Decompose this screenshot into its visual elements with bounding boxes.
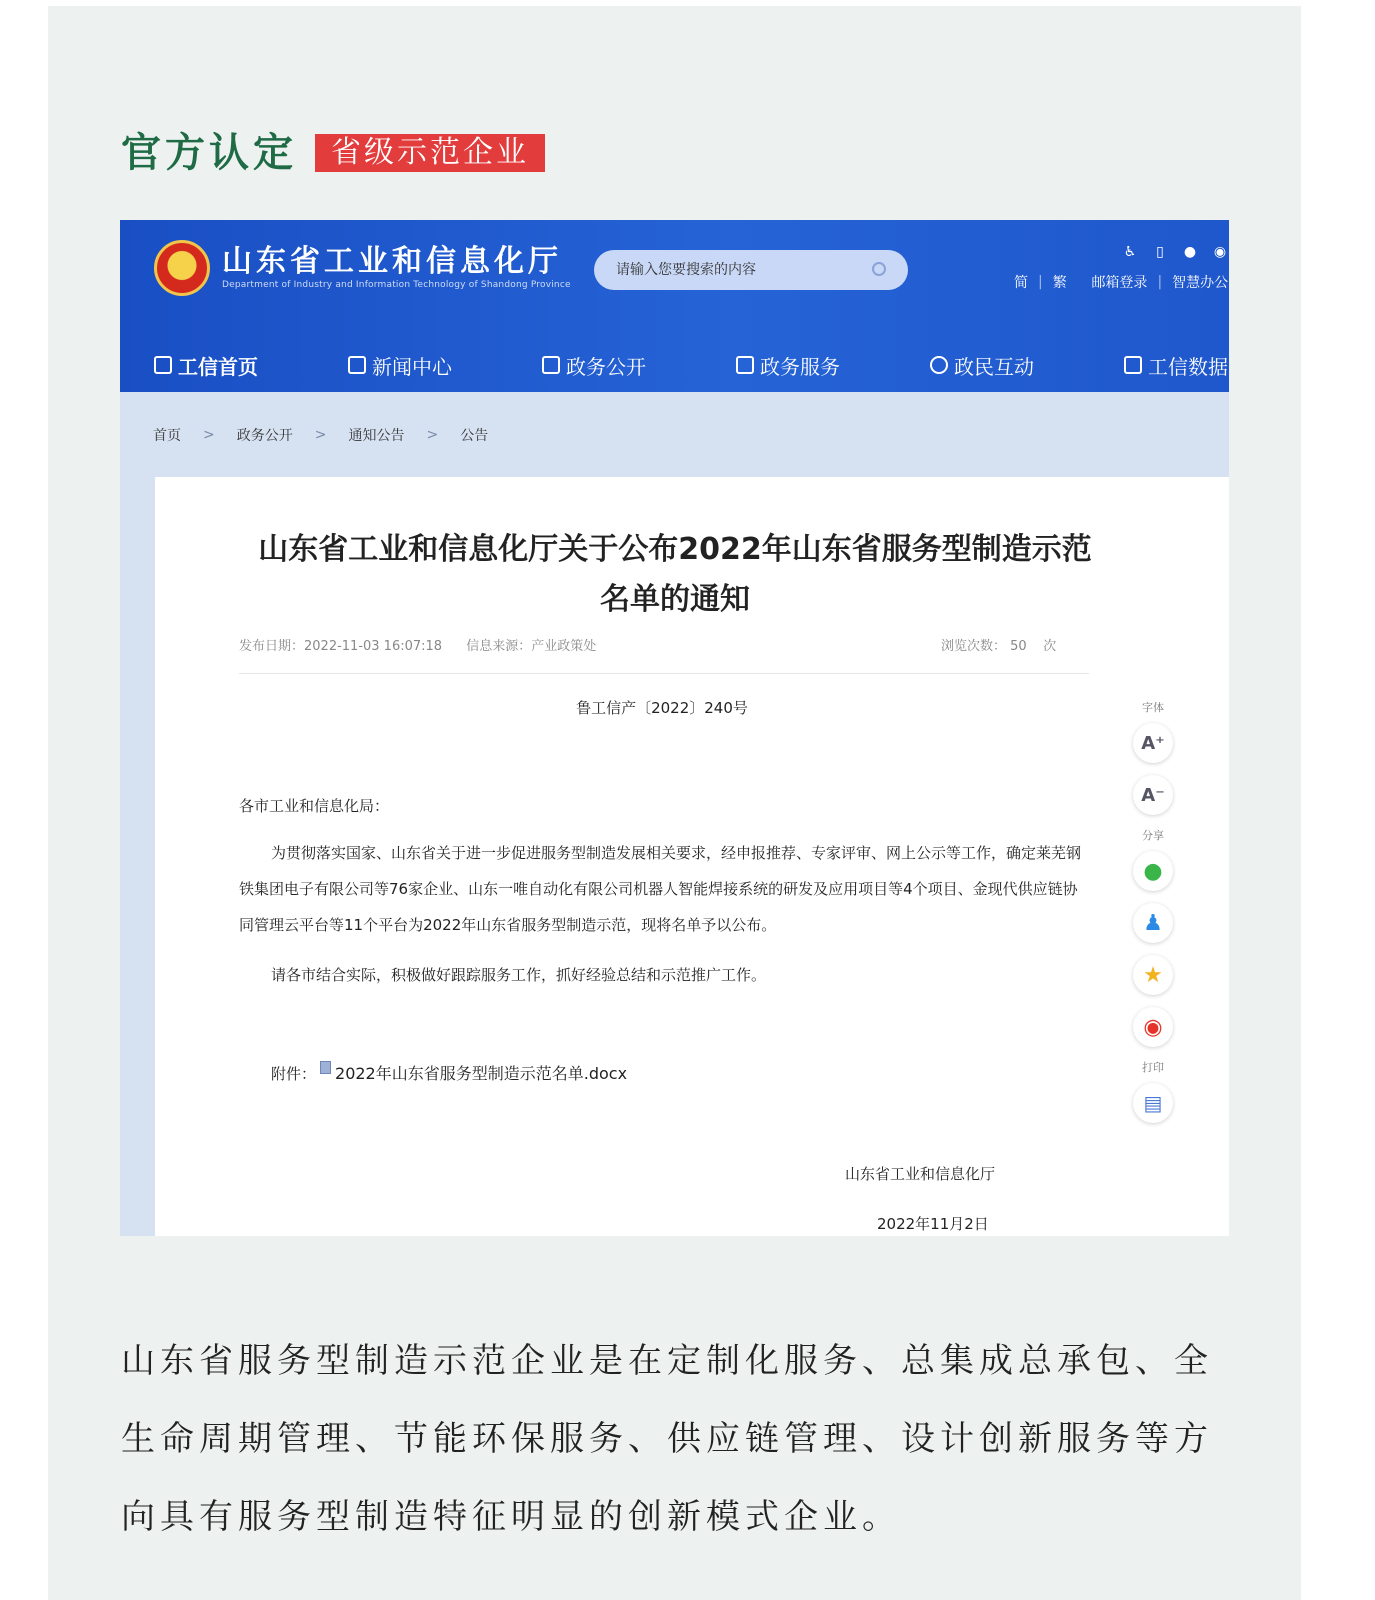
main-nav — [120, 338, 1229, 392]
mobile-icon[interactable]: ▯ — [1156, 244, 1164, 260]
nav-item-interaction[interactable] — [930, 338, 1034, 392]
breadcrumb-current[interactable]: 公告 — [460, 428, 489, 444]
signature-date: 2022年11月2日 — [877, 1215, 989, 1233]
nav-item-data[interactable] — [1124, 338, 1228, 392]
info-source: 信息来源：产业政策处 — [466, 639, 597, 654]
heading-title: 官方认定 — [121, 130, 297, 176]
breadcrumb-notices[interactable]: 通知公告 — [348, 428, 405, 444]
database-icon — [1124, 356, 1142, 374]
nav-item-public-affairs[interactable] — [542, 338, 646, 392]
mail-login-link[interactable]: 邮箱登录 — [1091, 275, 1148, 291]
heading-tag: 省级示范企业 — [315, 134, 545, 172]
divider: | — [1038, 274, 1043, 290]
nav-item-gov-services[interactable] — [736, 338, 840, 392]
intro-paragraph: 山东省服务型制造示范企业是在定制化服务、总集成总承包、全生命周期管理、节能环保服务、供应链管理、设计创新服务等方向具有服务型制造特征明显的创新模式企业。 — [121, 1341, 1213, 1537]
section-heading — [121, 130, 545, 176]
document-icon — [348, 356, 366, 374]
print-label: 打印 — [1142, 1061, 1164, 1074]
service-icon — [736, 356, 754, 374]
file-icon — [320, 1061, 331, 1074]
wechat-share-icon[interactable]: ● — [1133, 851, 1173, 891]
print-icon[interactable]: ▤ — [1133, 1083, 1173, 1123]
simplified-link[interactable]: 简 — [1014, 275, 1028, 291]
site-header — [120, 220, 1229, 392]
nav-item-news[interactable] — [348, 338, 452, 392]
home-icon — [154, 356, 172, 374]
divider: | — [1157, 274, 1163, 290]
nav-label: 政务公开 — [566, 354, 646, 379]
salutation: 各市工业和信息化局： — [239, 797, 390, 815]
national-emblem-icon — [154, 240, 210, 296]
attachment — [271, 1061, 627, 1084]
font-increase-button[interactable]: A⁺ — [1133, 723, 1173, 763]
accessibility-icon[interactable]: ♿ — [1123, 244, 1137, 260]
nav-label: 工信数据 — [1148, 354, 1228, 379]
article-meta — [239, 635, 616, 654]
wechat-icon[interactable]: ● — [1183, 244, 1197, 260]
view-count: 浏览次数： 50 次 — [941, 639, 1057, 654]
nav-item-home[interactable] — [154, 338, 258, 392]
side-toolbar — [1132, 699, 1174, 1135]
traditional-link[interactable]: 繁 — [1052, 275, 1067, 291]
attachment-link[interactable]: 2022年山东省服务型制造示范名单.docx — [335, 1064, 628, 1083]
publish-date: 发布日期：2022-11-03 16:07:18 — [239, 639, 443, 654]
weibo-share-icon[interactable]: ◉ — [1133, 1007, 1173, 1047]
website-screenshot — [120, 220, 1229, 1236]
font-decrease-button[interactable]: A⁻ — [1133, 775, 1173, 815]
body-paragraph: 为贯彻落实国家、山东省关于进一步促进服务型制造发展相关要求，经申报推荐、专家评审、网上公示等工作，确定莱芜钢铁集团电子有限公司等76家企业、山东一唯自动化有限公司机器人智能焊接系统的研发及应用项目等4个项目、金现代供应链协同管理云平台等11个平台为2022年山东省服务型制造示范，现将名单予以公布。 — [239, 844, 1082, 934]
font-label: 字体 — [1142, 701, 1164, 714]
breadcrumb-separator: > — [314, 427, 327, 443]
breadcrumb-separator: > — [426, 427, 439, 443]
attachment-label: 附件： — [271, 1065, 317, 1083]
nav-label: 新闻中心 — [372, 354, 452, 379]
smart-office-link[interactable]: 智慧办公 — [1172, 275, 1229, 291]
search-icon[interactable] — [872, 262, 886, 276]
top-links — [1014, 272, 1228, 292]
breadcrumb — [153, 425, 488, 445]
breadcrumb-separator: > — [203, 427, 215, 443]
document-number: 鲁工信产〔2022〕240号 — [576, 699, 748, 717]
chat-icon — [930, 356, 948, 374]
top-icons — [1122, 244, 1228, 260]
nav-label: 政务服务 — [760, 354, 840, 379]
article-title: 山东省工业和信息化厅关于公布2022年山东省服务型制造示范名单的通知 — [258, 532, 1092, 617]
divider — [239, 673, 1089, 674]
body-paragraph: 请各市结合实际，积极做好跟踪服务工作，抓好经验总结和示范推广工作。 — [271, 966, 767, 984]
site-subtitle: Department of Industry and Information Technology of Shandong Province — [222, 280, 571, 290]
signature-org: 山东省工业和信息化厅 — [845, 1165, 996, 1183]
site-title[interactable]: 山东省工业和信息化厅 — [222, 244, 562, 279]
weibo-icon[interactable]: ◉ — [1213, 244, 1227, 260]
favorite-star-icon[interactable]: ★ — [1133, 955, 1173, 995]
breadcrumb-home[interactable]: 首页 — [153, 428, 181, 444]
qq-share-icon[interactable]: ♟ — [1133, 903, 1173, 943]
nav-label: 工信首页 — [178, 354, 258, 379]
nav-label: 政民互动 — [954, 354, 1034, 379]
article-card — [155, 477, 1229, 1236]
breadcrumb-public-affairs[interactable]: 政务公开 — [236, 428, 293, 444]
search-box — [594, 250, 908, 290]
share-label: 分享 — [1142, 829, 1164, 842]
search-input[interactable] — [616, 250, 866, 290]
monitor-icon — [542, 356, 560, 374]
